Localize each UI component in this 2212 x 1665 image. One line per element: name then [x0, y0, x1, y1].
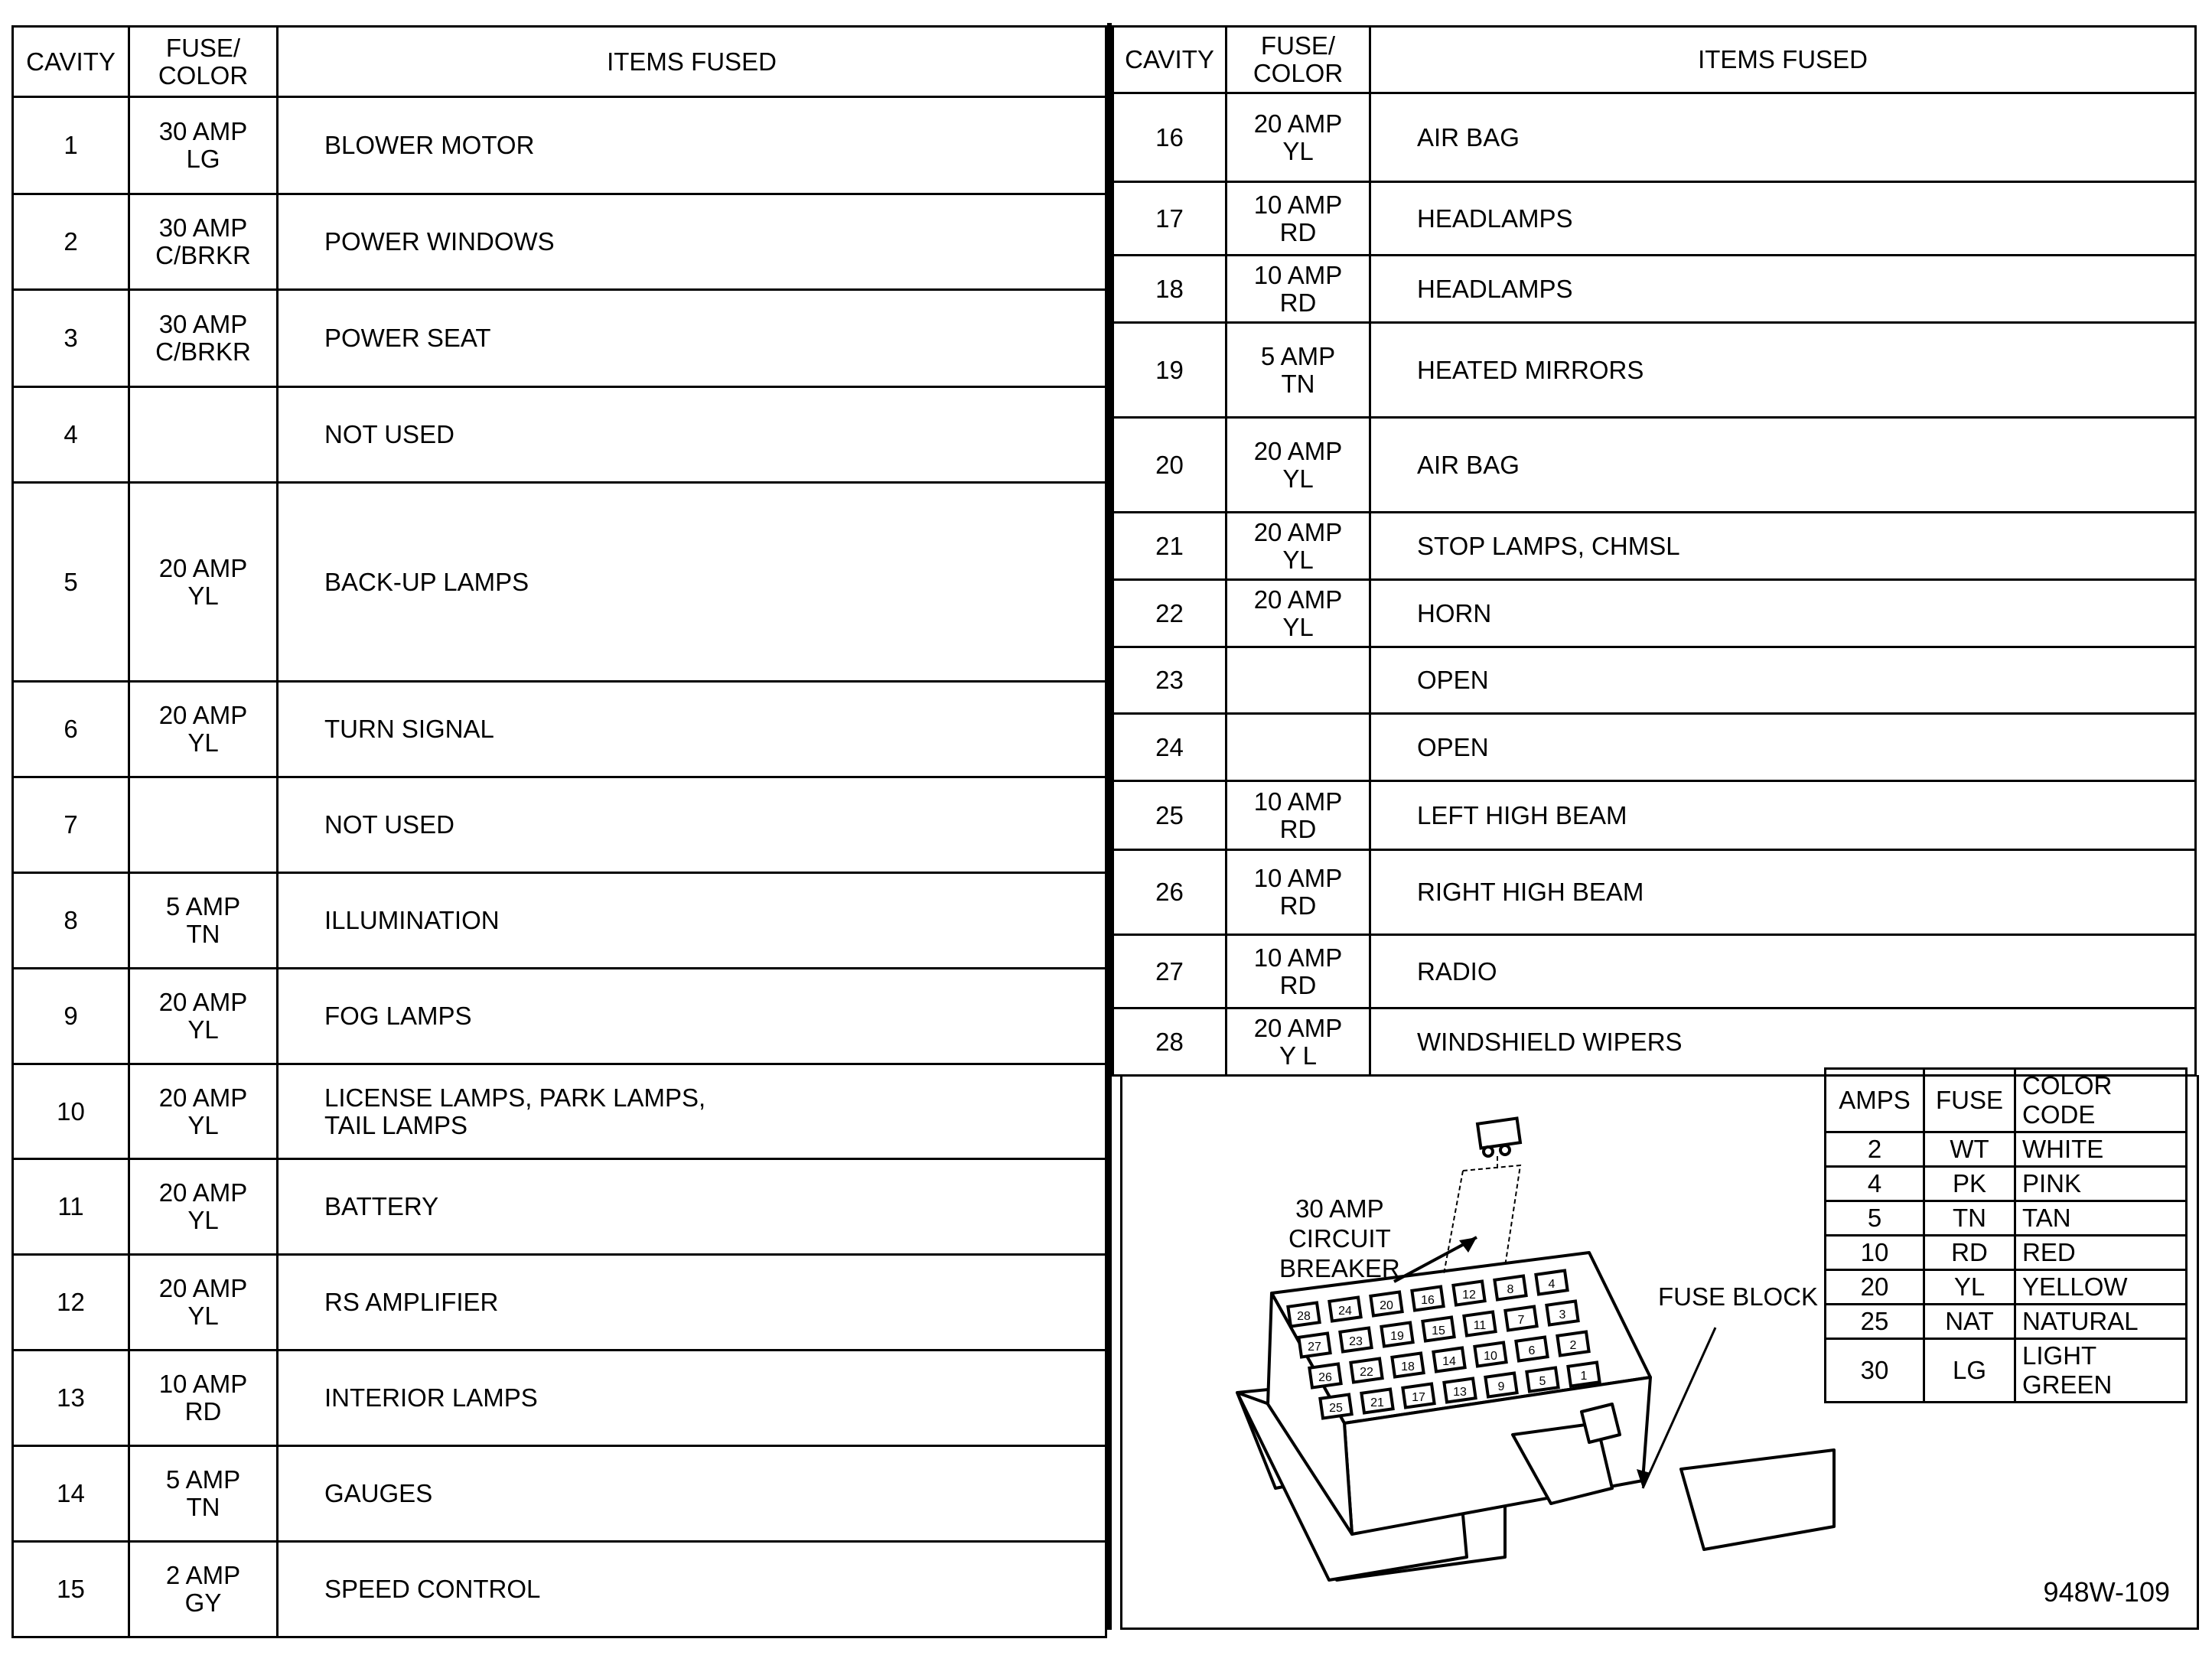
- header-fuse: FUSE/ COLOR: [129, 27, 278, 97]
- items-cell: RS AMPLIFIER: [278, 1255, 1106, 1351]
- header-items: ITEMS FUSED: [278, 27, 1106, 97]
- fuse-slot-number: 13: [1453, 1386, 1467, 1399]
- fuse-slot-number: 7: [1517, 1314, 1525, 1327]
- header-items: ITEMS FUSED: [1370, 27, 2196, 93]
- items-cell: HORN: [1370, 580, 2196, 647]
- items-cell: AIR BAG: [1370, 418, 2196, 513]
- cavity-cell: 18: [1113, 256, 1227, 323]
- table-row: [13, 777, 1106, 873]
- fuse-block-label: FUSE BLOCK: [1658, 1282, 1819, 1311]
- table-row: [13, 387, 1106, 483]
- fuse-slot-number: 26: [1318, 1371, 1332, 1384]
- fuse-slot-number: 25: [1329, 1402, 1343, 1415]
- header-row: [13, 27, 1106, 97]
- color-code-legend: [1824, 1067, 2188, 1403]
- cavity-cell: 11: [13, 1159, 129, 1255]
- legend-row: [1826, 1132, 2187, 1167]
- cavity-cell: 27: [1113, 935, 1227, 1008]
- table-row: [1113, 182, 2196, 256]
- table-row: [13, 1351, 1106, 1446]
- cavity-cell: 16: [1113, 93, 1227, 182]
- fuse-slot-number: 20: [1380, 1299, 1393, 1312]
- fuse-cell: 5 AMP TN: [129, 873, 278, 969]
- items-cell: BATTERY: [278, 1159, 1106, 1255]
- fuse-cell: 30 AMP LG: [129, 97, 278, 194]
- fuse-cell: 20 AMP Y L: [1227, 1008, 1370, 1076]
- fuse-slot-number: 17: [1412, 1391, 1425, 1404]
- fuse-slot-number: 11: [1473, 1319, 1487, 1332]
- header-cavity: CAVITY: [13, 27, 129, 97]
- table-row: [1113, 714, 2196, 781]
- table-row: [1113, 323, 2196, 418]
- fuse-cell: 10 AMP RD: [1227, 182, 1370, 256]
- table-row: [1113, 647, 2196, 714]
- table-row: [13, 290, 1106, 387]
- fuse-slot-number: 15: [1432, 1325, 1445, 1338]
- circuit-breaker-label: 30 AMP CIRCUIT BREAKER: [1279, 1194, 1400, 1282]
- cavity-cell: 7: [13, 777, 129, 873]
- fuse-slot-number: 23: [1349, 1335, 1363, 1348]
- header-fuse: FUSE/ COLOR: [1227, 27, 1370, 93]
- legend-amps: 5: [1826, 1201, 1924, 1236]
- table-row: [1113, 850, 2196, 935]
- items-cell: STOP LAMPS, CHMSL: [1370, 513, 2196, 580]
- cavity-cell: 26: [1113, 850, 1227, 935]
- items-cell: TURN SIGNAL: [278, 682, 1106, 777]
- fuse-slot-number: 28: [1297, 1310, 1311, 1323]
- cavity-cell: 21: [1113, 513, 1227, 580]
- fuse-slot-number: 8: [1507, 1283, 1514, 1296]
- fuse-slot-number: 27: [1308, 1341, 1321, 1354]
- cavity-cell: 13: [13, 1351, 129, 1446]
- table-row: [1113, 93, 2196, 182]
- items-cell: OPEN: [1370, 714, 2196, 781]
- legend-color: RED: [2015, 1236, 2187, 1270]
- legend-header: COLOR CODE: [2015, 1069, 2187, 1132]
- fuse-cell: 5 AMP TN: [1227, 323, 1370, 418]
- legend-header: FUSE: [1924, 1069, 2015, 1132]
- legend-color: WHITE: [2015, 1132, 2187, 1167]
- fuse-cell: 20 AMP YL: [129, 1255, 278, 1351]
- legend-amps: 2: [1826, 1132, 1924, 1167]
- cavity-cell: 2: [13, 194, 129, 290]
- fuse-slot-number: 5: [1539, 1375, 1546, 1388]
- fuse-cell: 30 AMP C/BRKR: [129, 194, 278, 290]
- header-row: [1113, 27, 2196, 93]
- fuse-cell: 20 AMP YL: [1227, 93, 1370, 182]
- fuse-cell: 10 AMP RD: [1227, 850, 1370, 935]
- legend-amps: 20: [1826, 1270, 1924, 1305]
- fuse-cell: [129, 387, 278, 483]
- legend-color: NATURAL: [2015, 1305, 2187, 1339]
- items-cell: NOT USED: [278, 387, 1106, 483]
- items-cell: LEFT HIGH BEAM: [1370, 781, 2196, 850]
- legend-row: [1826, 1201, 2187, 1236]
- items-cell: BLOWER MOTOR: [278, 97, 1106, 194]
- fuse-cell: 20 AMP YL: [129, 1159, 278, 1255]
- fuse-slot-number: 9: [1497, 1380, 1505, 1393]
- table-row: [13, 1255, 1106, 1351]
- fuse-slot-number: 10: [1484, 1350, 1497, 1363]
- fuse-slot-number: 16: [1421, 1294, 1435, 1307]
- fuse-slot-number: 6: [1528, 1344, 1536, 1357]
- fuse-slot-number: 22: [1360, 1366, 1373, 1379]
- cavity-cell: 24: [1113, 714, 1227, 781]
- cavity-cell: 19: [1113, 323, 1227, 418]
- legend-amps: 4: [1826, 1167, 1924, 1201]
- fuse-slot-number: 2: [1569, 1339, 1577, 1352]
- table-row: [13, 969, 1106, 1064]
- fuse-slot-number: 21: [1370, 1396, 1384, 1409]
- table-row: [13, 682, 1106, 777]
- legend-amps: 30: [1826, 1339, 1924, 1403]
- items-cell: AIR BAG: [1370, 93, 2196, 182]
- fuse-cell: 20 AMP YL: [129, 1064, 278, 1159]
- legend-fuse: NAT: [1924, 1305, 2015, 1339]
- legend-color: PINK: [2015, 1167, 2187, 1201]
- fuse-cell: 5 AMP TN: [129, 1446, 278, 1542]
- cavity-cell: 12: [13, 1255, 129, 1351]
- legend-header: AMPS: [1826, 1069, 1924, 1132]
- items-cell: RIGHT HIGH BEAM: [1370, 850, 2196, 935]
- items-cell: ILLUMINATION: [278, 873, 1106, 969]
- fuse-cell: 20 AMP YL: [1227, 418, 1370, 513]
- fuse-cell: 10 AMP RD: [1227, 256, 1370, 323]
- table-row: [13, 1542, 1106, 1637]
- items-cell: HEADLAMPS: [1370, 182, 2196, 256]
- fuse-cell: 20 AMP YL: [129, 483, 278, 682]
- fuse-slot-number: 12: [1462, 1289, 1476, 1302]
- table-row: [1113, 781, 2196, 850]
- items-cell: HEADLAMPS: [1370, 256, 2196, 323]
- fuse-slot-number: 1: [1580, 1370, 1588, 1383]
- fuse-slot-number: 14: [1442, 1355, 1456, 1368]
- cavity-cell: 23: [1113, 647, 1227, 714]
- legend-fuse: RD: [1924, 1236, 2015, 1270]
- table-row: [13, 1446, 1106, 1542]
- legend-amps: 25: [1826, 1305, 1924, 1339]
- legend-fuse: WT: [1924, 1132, 2015, 1167]
- cavity-cell: 1: [13, 97, 129, 194]
- items-cell: OPEN: [1370, 647, 2196, 714]
- legend-row: [1826, 1339, 2187, 1403]
- fuse-slot-number: 24: [1338, 1305, 1352, 1318]
- header-cavity: CAVITY: [1113, 27, 1227, 93]
- fuse-table-left: [11, 25, 1107, 1638]
- fuse-cell: [129, 777, 278, 873]
- table-row: [13, 873, 1106, 969]
- fuse-cell: 20 AMP YL: [129, 969, 278, 1064]
- fuse-cell: 20 AMP YL: [1227, 580, 1370, 647]
- legend-fuse: LG: [1924, 1339, 2015, 1403]
- table-row: [1113, 256, 2196, 323]
- fuse-cell: 10 AMP RD: [1227, 781, 1370, 850]
- items-cell: INTERIOR LAMPS: [278, 1351, 1106, 1446]
- fuse-slot-number: 18: [1401, 1360, 1415, 1373]
- table-row: [1113, 935, 2196, 1008]
- items-cell: RADIO: [1370, 935, 2196, 1008]
- legend-row: [1826, 1270, 2187, 1305]
- cavity-cell: 10: [13, 1064, 129, 1159]
- fuse-cell: [1227, 647, 1370, 714]
- cavity-cell: 17: [1113, 182, 1227, 256]
- fuse-cell: 10 AMP RD: [1227, 935, 1370, 1008]
- legend-fuse: PK: [1924, 1167, 2015, 1201]
- fuse-table-right: [1112, 25, 2197, 1077]
- fuse-cell: 2 AMP GY: [129, 1542, 278, 1637]
- fuse-cell: [1227, 714, 1370, 781]
- items-cell: GAUGES: [278, 1446, 1106, 1542]
- items-cell: POWER SEAT: [278, 290, 1106, 387]
- cavity-cell: 8: [13, 873, 129, 969]
- table-row: [13, 97, 1106, 194]
- fuse-cell: 20 AMP YL: [129, 682, 278, 777]
- cavity-cell: 4: [13, 387, 129, 483]
- cavity-cell: 14: [13, 1446, 129, 1542]
- table-row: [1113, 1008, 2196, 1076]
- items-cell: LICENSE LAMPS, PARK LAMPS, TAIL LAMPS: [278, 1064, 1106, 1159]
- legend-row: [1826, 1305, 2187, 1339]
- legend-header-row: [1826, 1069, 2187, 1132]
- cavity-cell: 6: [13, 682, 129, 777]
- cavity-cell: 5: [13, 483, 129, 682]
- cavity-cell: 20: [1113, 418, 1227, 513]
- table-row: [13, 483, 1106, 682]
- fuse-slot-number: 19: [1390, 1330, 1404, 1343]
- items-cell: HEATED MIRRORS: [1370, 323, 2196, 418]
- legend-color: LIGHT GREEN: [2015, 1339, 2187, 1403]
- items-cell: SPEED CONTROL: [278, 1542, 1106, 1637]
- legend-fuse: YL: [1924, 1270, 2015, 1305]
- legend-row: [1826, 1167, 2187, 1201]
- fuse-slot-number: 4: [1548, 1278, 1556, 1291]
- legend-color: YELLOW: [2015, 1270, 2187, 1305]
- cavity-cell: 9: [13, 969, 129, 1064]
- legend-fuse: TN: [1924, 1201, 2015, 1236]
- table-row: [13, 194, 1106, 290]
- cavity-cell: 25: [1113, 781, 1227, 850]
- table-row: [1113, 418, 2196, 513]
- cavity-cell: 22: [1113, 580, 1227, 647]
- legend-row: [1826, 1236, 2187, 1270]
- fuse-cell: 10 AMP RD: [129, 1351, 278, 1446]
- cavity-cell: 3: [13, 290, 129, 387]
- items-cell: FOG LAMPS: [278, 969, 1106, 1064]
- cavity-cell: 28: [1113, 1008, 1227, 1076]
- cavity-cell: 15: [13, 1542, 129, 1637]
- fuse-cell: 20 AMP YL: [1227, 513, 1370, 580]
- legend-color: TAN: [2015, 1201, 2187, 1236]
- items-cell: NOT USED: [278, 777, 1106, 873]
- table-row: [13, 1064, 1106, 1159]
- legend-amps: 10: [1826, 1236, 1924, 1270]
- figure-code: 948W-109: [2043, 1576, 2170, 1608]
- items-cell: POWER WINDOWS: [278, 194, 1106, 290]
- table-row: [13, 1159, 1106, 1255]
- fuse-slot-number: 3: [1559, 1308, 1566, 1321]
- items-cell: WINDSHIELD WIPERS: [1370, 1008, 2196, 1076]
- table-row: [1113, 513, 2196, 580]
- table-row: [1113, 580, 2196, 647]
- items-cell: BACK-UP LAMPS: [278, 483, 1106, 682]
- fuse-cell: 30 AMP C/BRKR: [129, 290, 278, 387]
